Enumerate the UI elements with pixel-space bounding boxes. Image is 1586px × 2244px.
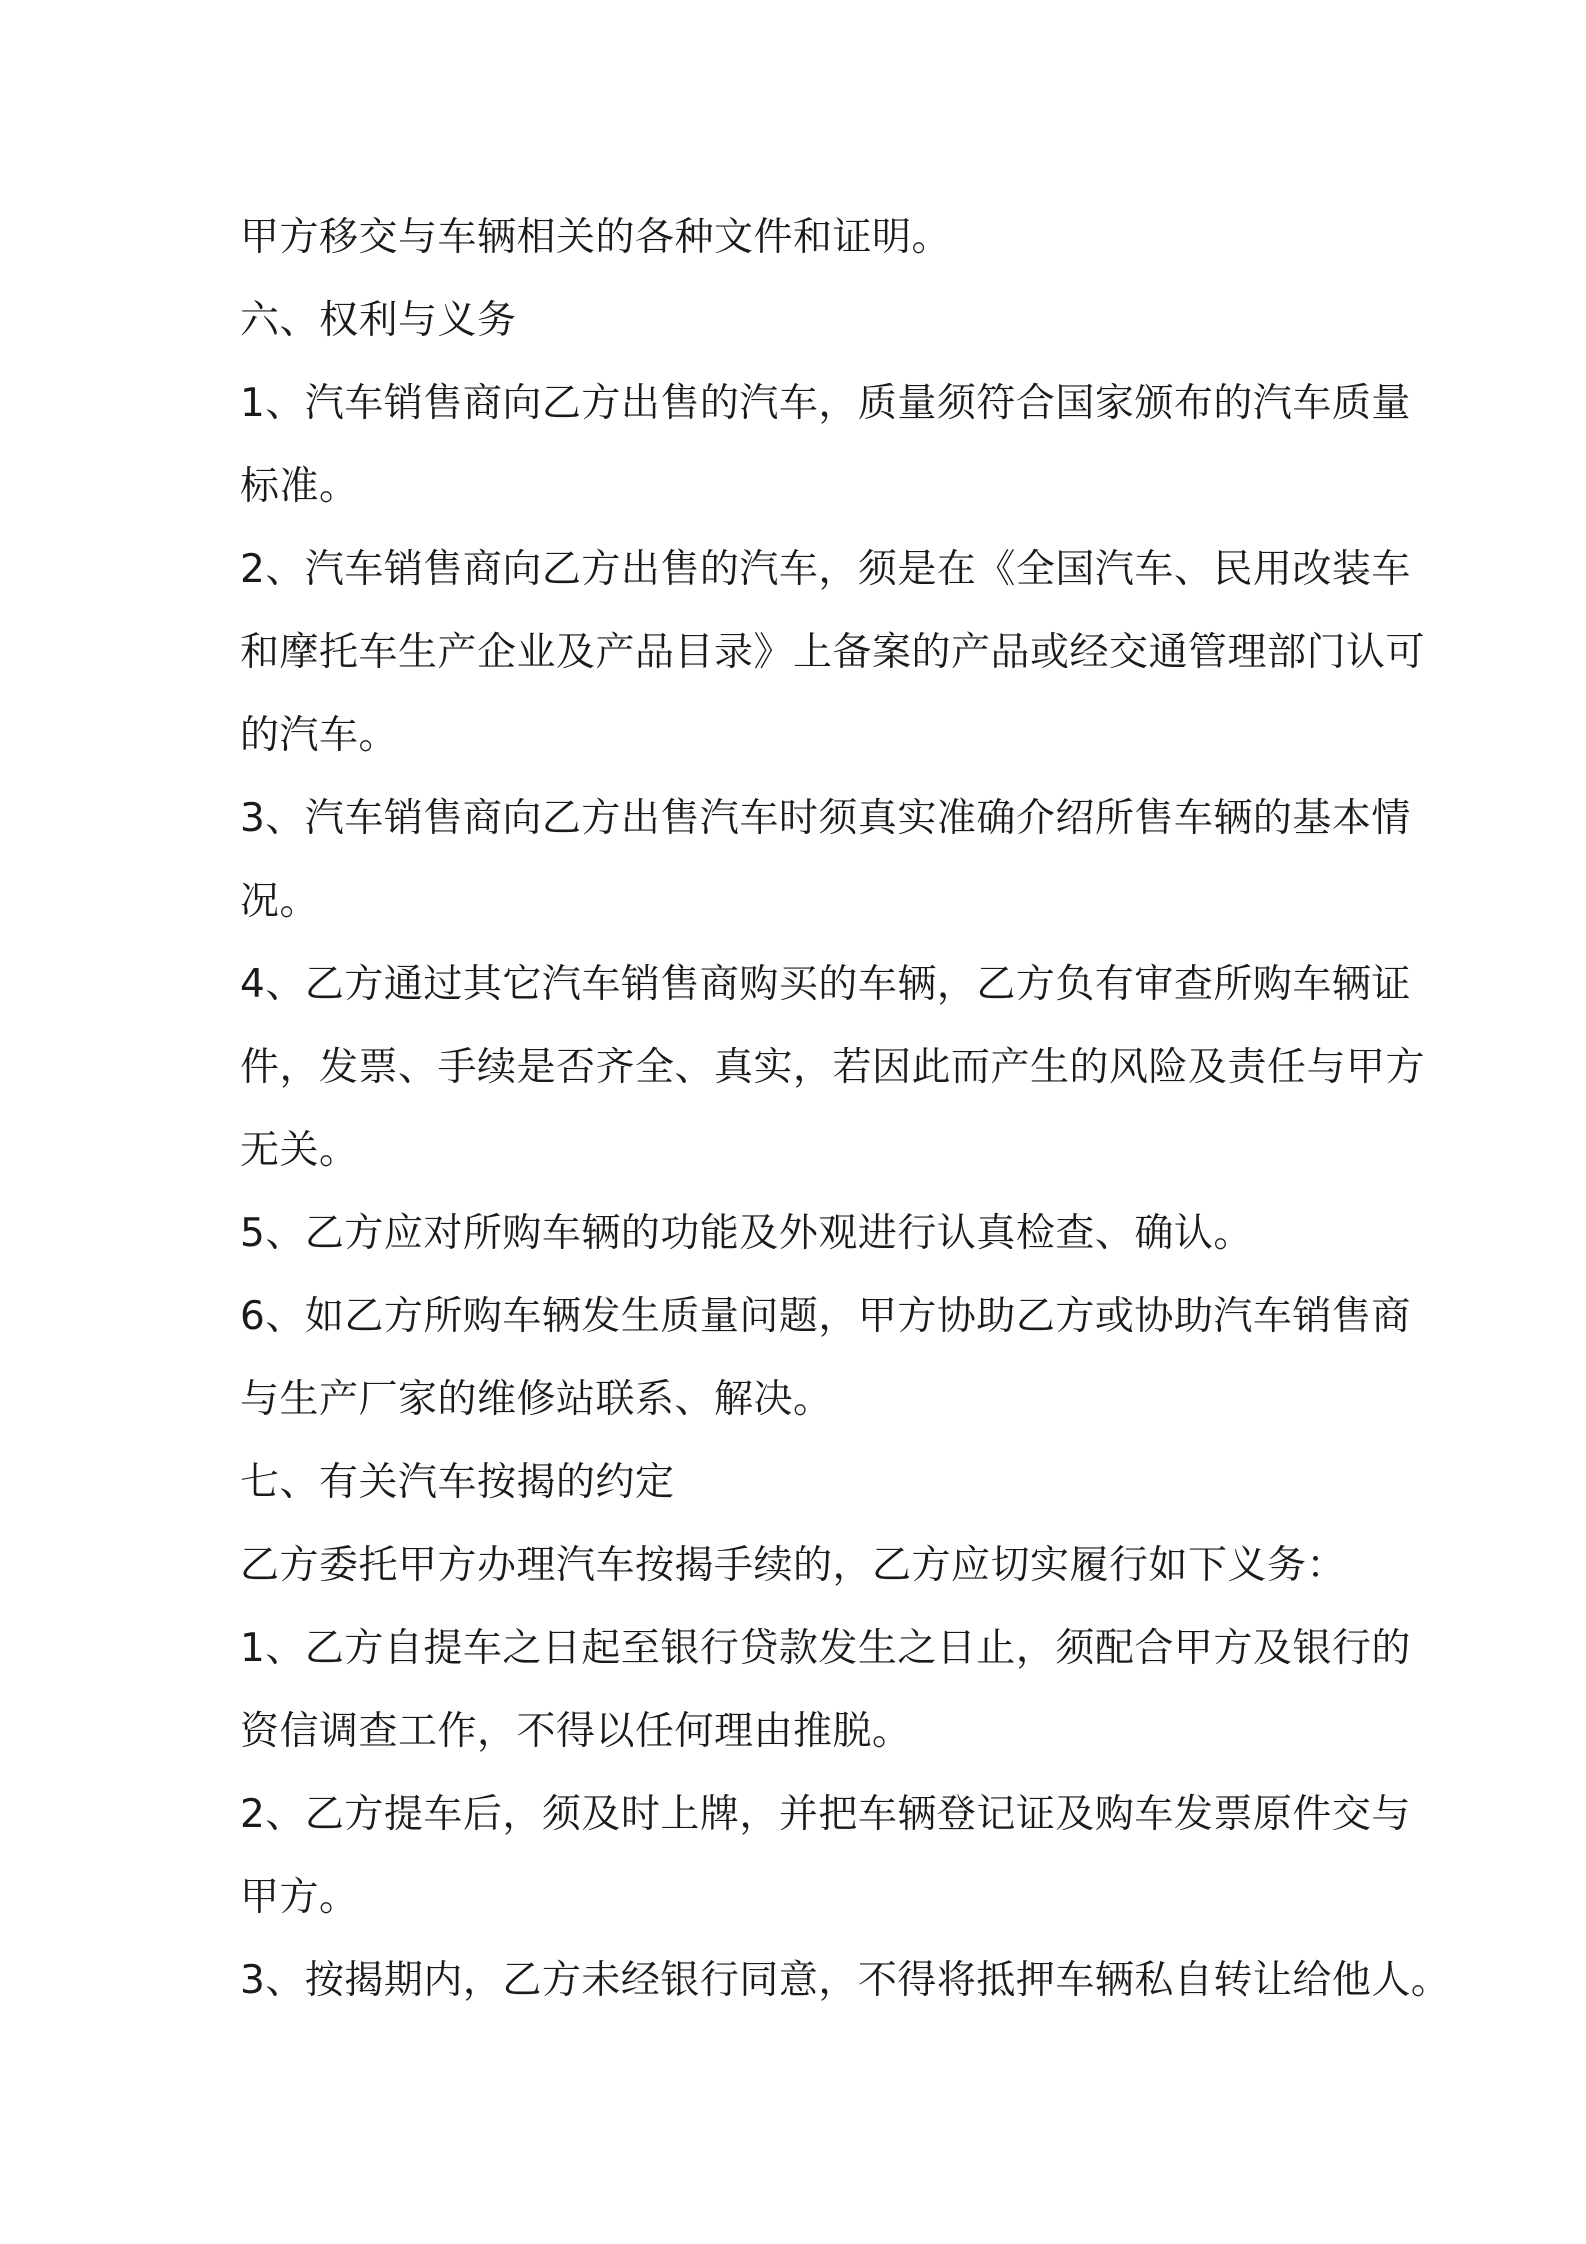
text-line: 件，发票、手续是否齐全、真实，若因此而产生的风险及责任与甲方 xyxy=(240,1045,1426,1090)
text-line: 1、汽车销售商向乙方出售的汽车，质量须符合国家颁布的汽车质量 xyxy=(240,381,1411,426)
text-line: 3、汽车销售商向乙方出售汽车时须真实准确介绍所售车辆的基本情 xyxy=(240,796,1411,841)
text-line: 2、乙方提车后，须及时上牌，并把车辆登记证及购车发票原件交与 xyxy=(240,1792,1411,1837)
text-line: 的汽车。 xyxy=(240,713,399,758)
text-line: 和摩托车生产企业及产品目录》上备案的产品或经交通管理部门认可 xyxy=(240,630,1426,675)
text-line: 与生产厂家的维修站联系、解决。 xyxy=(240,1377,833,1422)
text-line: 3、按揭期内，乙方未经银行同意，不得将抵押车辆私自转让给他人。 xyxy=(240,1958,1451,2003)
section-heading: 七、有关汽车按揭的约定 xyxy=(240,1460,675,1505)
document-body xyxy=(240,196,1451,2022)
text-line: 1、乙方自提车之日起至银行贷款发生之日止，须配合甲方及银行的 xyxy=(240,1626,1411,1671)
section-heading: 六、权利与义务 xyxy=(240,298,517,343)
text-line: 况。 xyxy=(240,879,320,924)
text-line: 乙方委托甲方办理汽车按揭手续的，乙方应切实履行如下义务： xyxy=(240,1543,1347,1588)
text-line: 5、乙方应对所购车辆的功能及外观进行认真检查、确认。 xyxy=(240,1211,1253,1256)
text-line: 4、乙方通过其它汽车销售商购买的车辆，乙方负有审查所购车辆证 xyxy=(240,962,1411,1007)
text-line: 甲方移交与车辆相关的各种文件和证明。 xyxy=(240,215,952,260)
text-line: 甲方。 xyxy=(240,1875,359,1920)
text-line: 无关。 xyxy=(240,1128,359,1173)
text-line: 2、汽车销售商向乙方出售的汽车，须是在《全国汽车、民用改装车 xyxy=(240,547,1411,592)
text-line: 标准。 xyxy=(240,464,359,509)
text-line: 6、如乙方所购车辆发生质量问题，甲方协助乙方或协助汽车销售商 xyxy=(240,1294,1411,1339)
text-line: 资信调查工作，不得以任何理由推脱。 xyxy=(240,1709,912,1754)
